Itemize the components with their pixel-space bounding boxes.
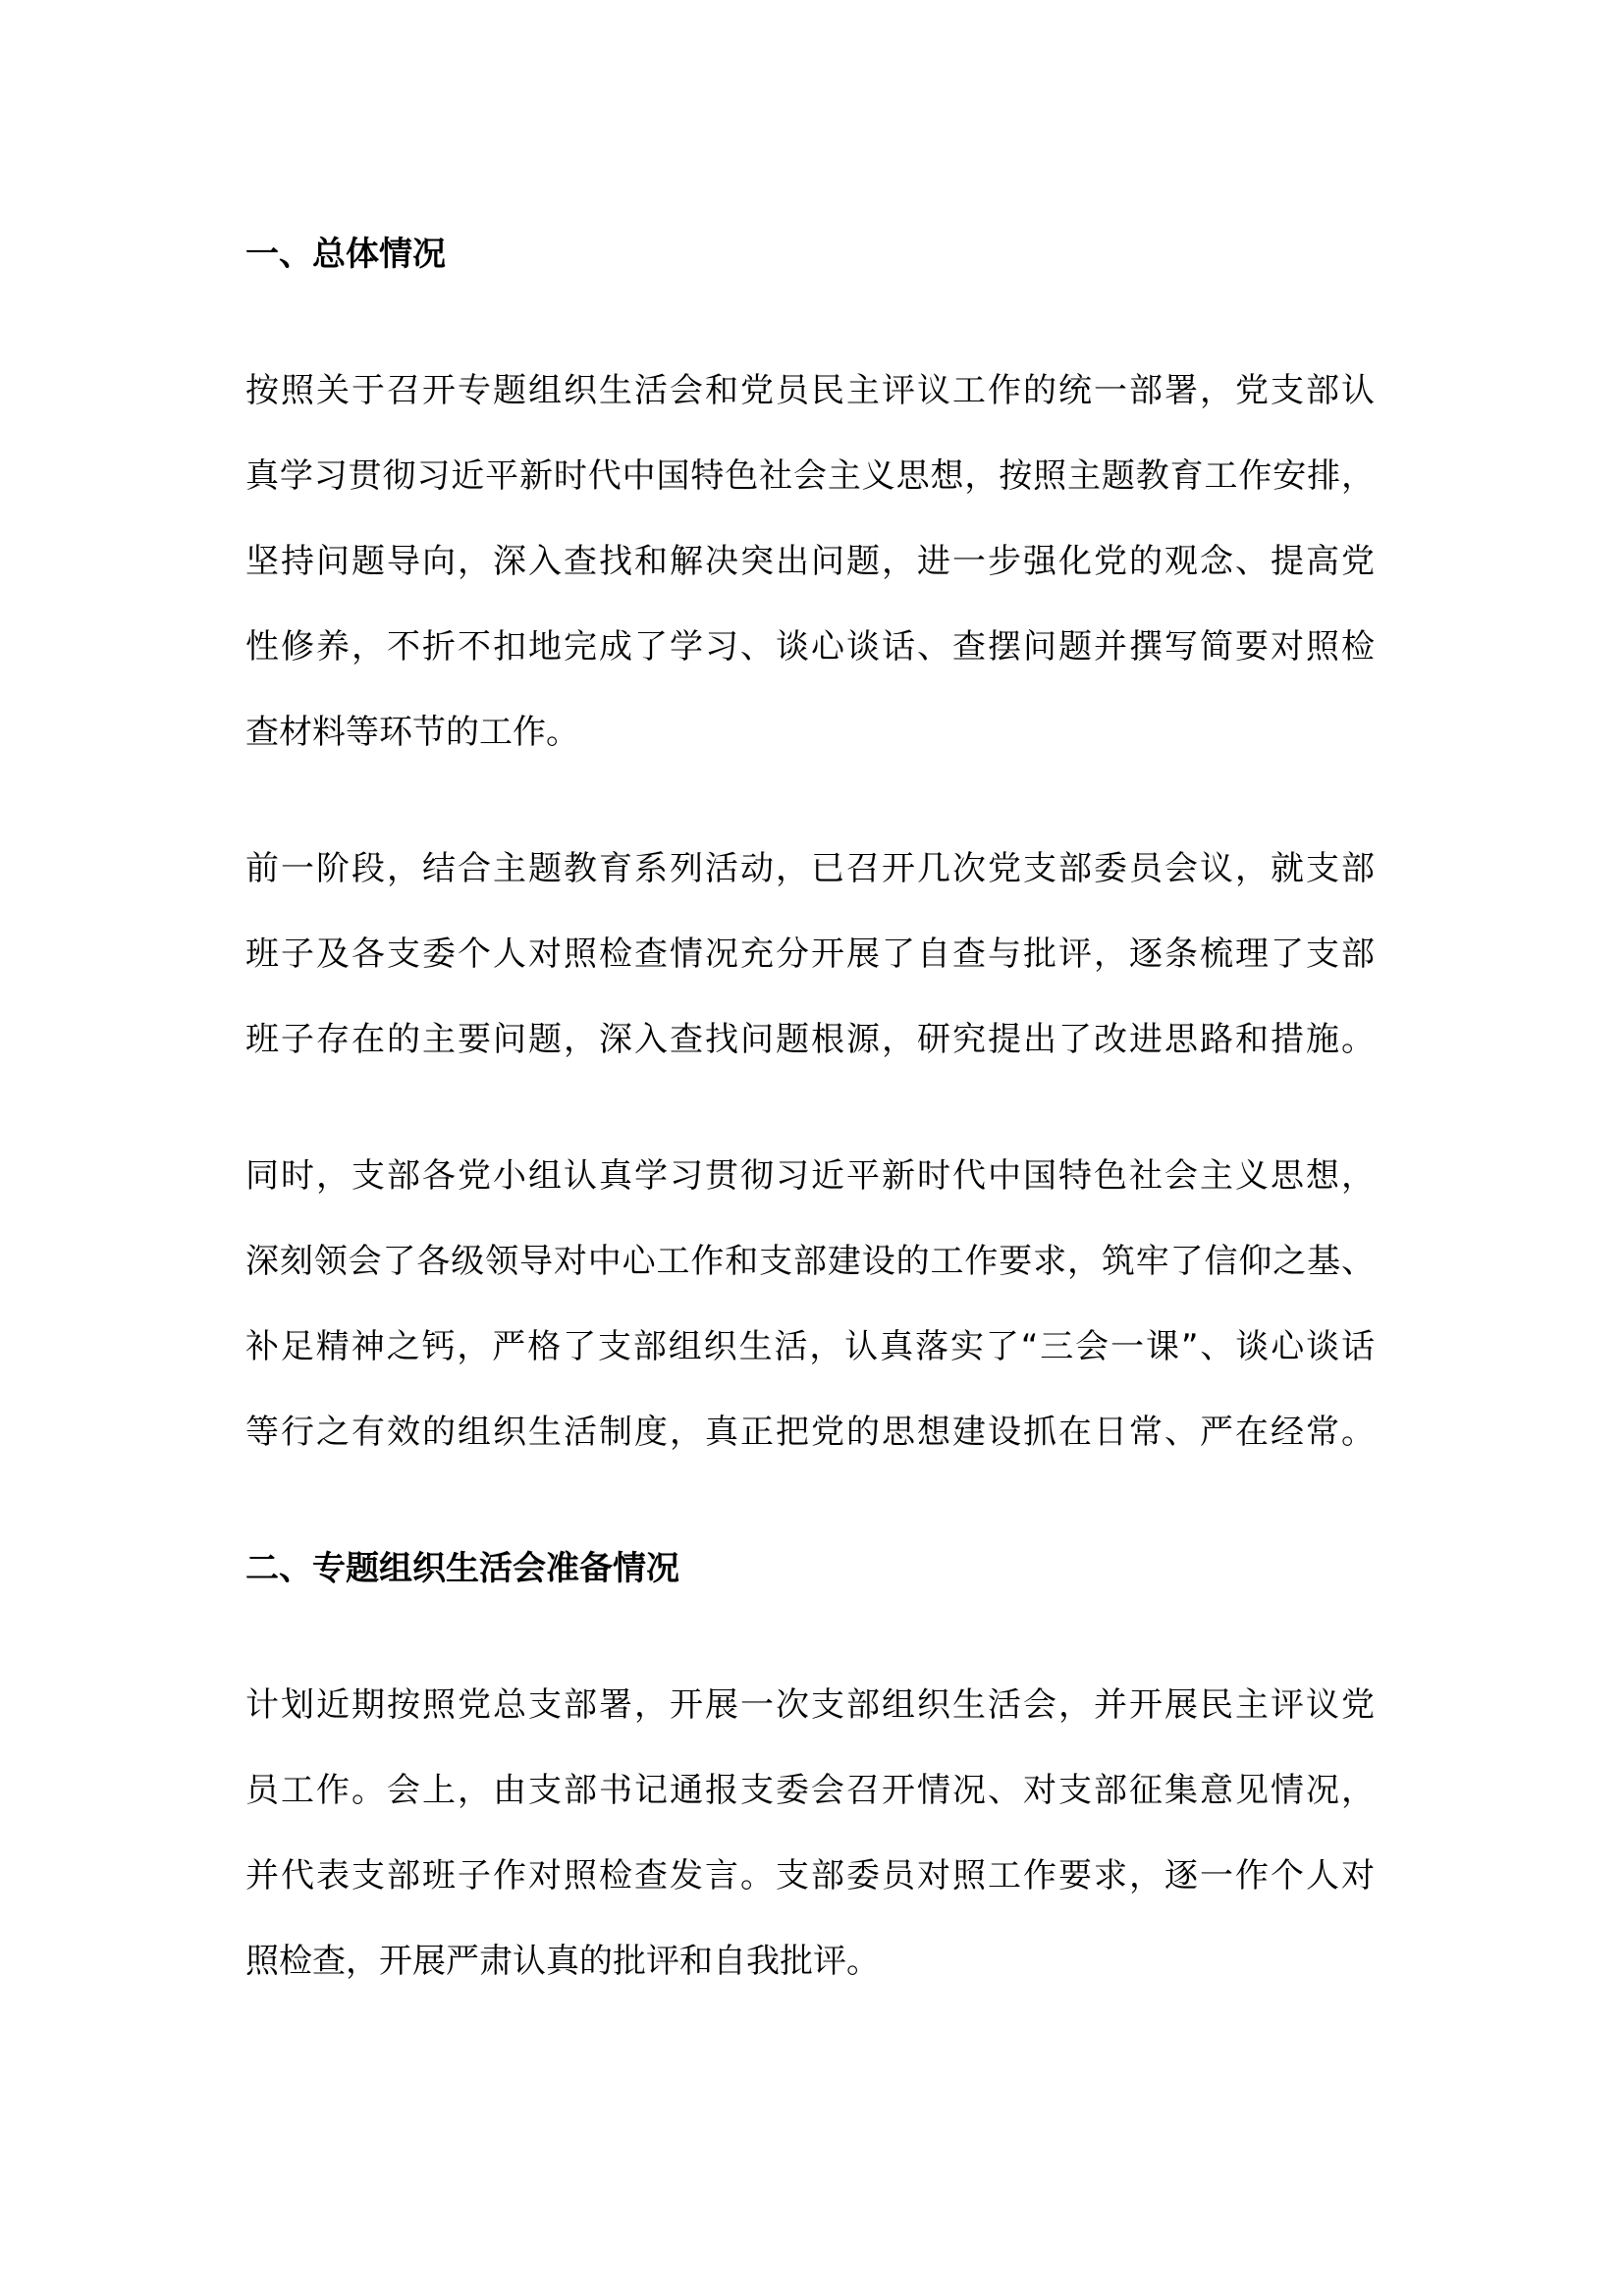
text-line: 同时，支部各党小组认真学习贯彻习近平新时代中国特色社会主义思想， — [245, 1156, 1375, 1196]
text-line: 坚持问题导向，深入查找和解决突出问题，进一步强化党的观念、提高党 — [245, 542, 1375, 581]
paragraph-4 — [245, 1663, 1375, 2004]
text-line: 员工作。会上，由支部书记通报支委会召开情况、对支部征集意见情况， — [245, 1771, 1375, 1810]
text-line: 班子及各支委个人对照检查情况充分开展了自查与批评，逐条梳理了支部 — [245, 934, 1375, 974]
heading-text: 二、专题组织生活会准备情况 — [245, 1549, 679, 1588]
heading-text: 一、总体情况 — [245, 235, 446, 274]
text-line: 性修养，不折不扣地完成了学习、谈心谈话、查摆问题并撰写简要对照检 — [245, 627, 1375, 667]
text-line: 真学习贯彻习近平新时代中国特色社会主义思想，按照主题教育工作安排， — [245, 456, 1375, 496]
text-line: 查材料等环节的工作。 — [245, 713, 579, 752]
text-line: 补足精神之钙，严格了支部组织生活，认真落实了“三会一课”、谈心谈话 — [245, 1327, 1375, 1366]
text-line: 深刻领会了各级领导对中心工作和支部建设的工作要求，筑牢了信仰之基、 — [245, 1242, 1375, 1281]
section-heading-2 — [245, 1526, 1375, 1612]
text-line: 班子存在的主要问题，深入查找问题根源，研究提出了改进思路和措施。 — [245, 1020, 1375, 1059]
paragraph-1 — [245, 348, 1375, 775]
paragraph-3 — [245, 1134, 1375, 1475]
section-heading-1 — [245, 212, 1375, 297]
text-line: 按照关于召开专题组织生活会和党员民主评议工作的统一部署，党支部认 — [245, 371, 1375, 410]
text-line: 并代表支部班子作对照检查发言。支部委员对照工作要求，逐一作个人对 — [245, 1856, 1375, 1896]
paragraph-2 — [245, 827, 1375, 1083]
text-line: 前一阶段，结合主题教育系列活动，已召开几次党支部委员会议，就支部 — [245, 849, 1375, 888]
text-line: 照检查，开展严肃认真的批评和自我批评。 — [245, 1942, 880, 1981]
text-line: 计划近期按照党总支部署，开展一次支部组织生活会，并开展民主评议党 — [245, 1685, 1375, 1725]
text-line: 等行之有效的组织生活制度，真正把党的思想建设抓在日常、严在经常。 — [245, 1413, 1375, 1452]
